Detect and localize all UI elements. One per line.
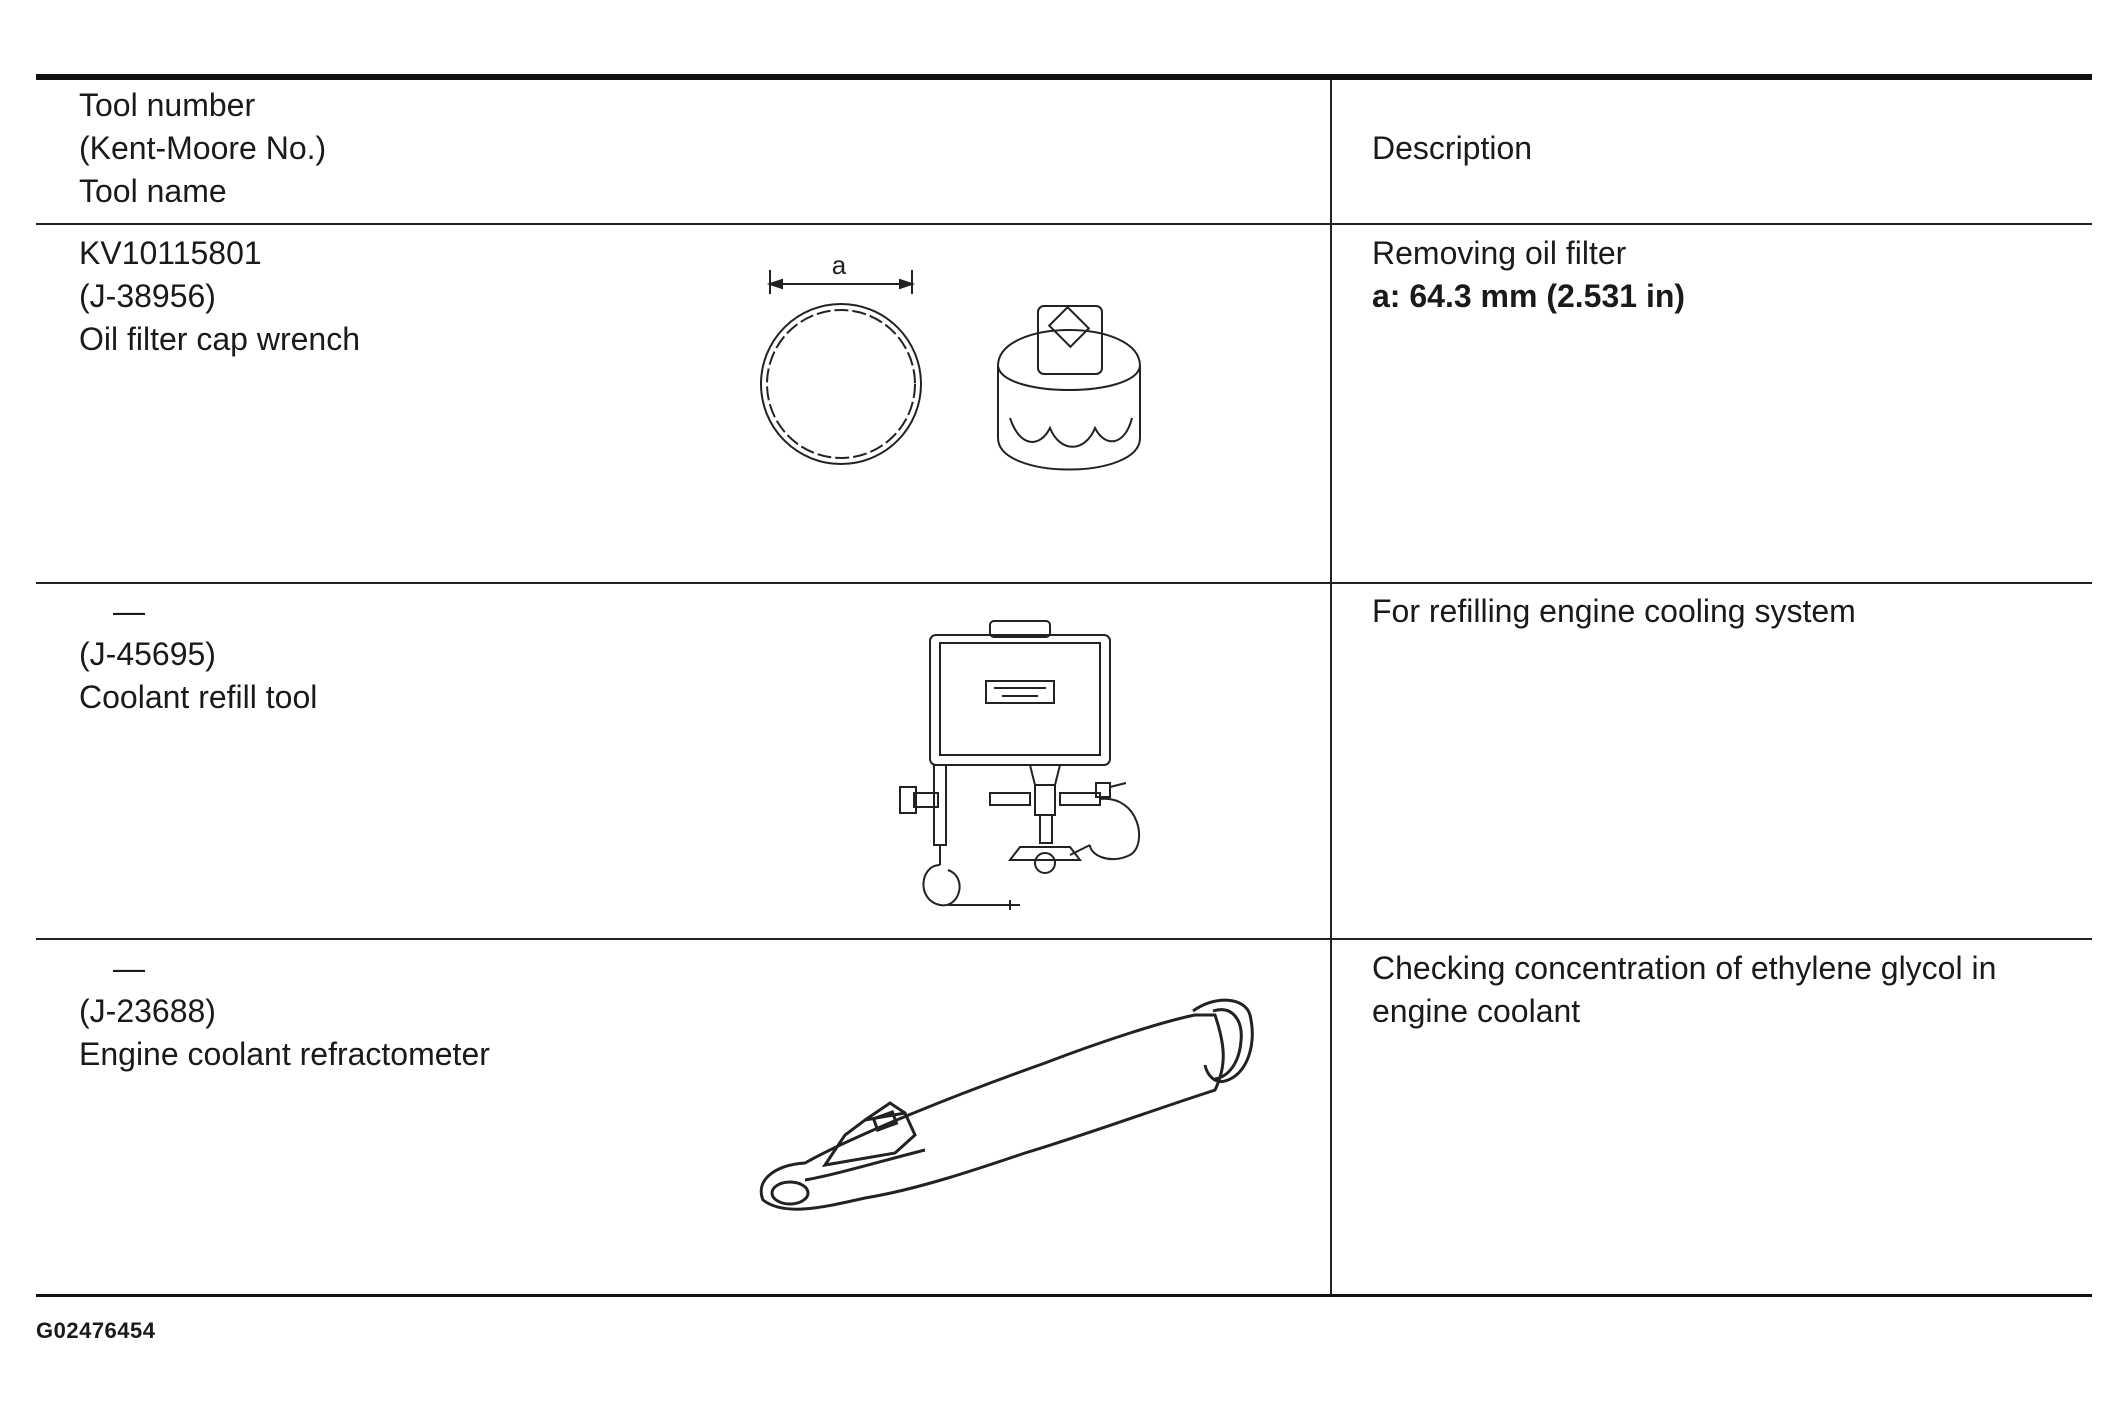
oil-filter-cap-wrench-illustration (740, 248, 1180, 488)
row-2-tool-name: Coolant refill tool (79, 679, 318, 715)
row-3-kent-moore: (J-23688) (79, 993, 216, 1029)
header-description: Description (1372, 130, 1533, 166)
row-1-tool-name: Oil filter cap wrench (79, 321, 360, 357)
row-divider-2 (36, 938, 2092, 940)
row-1-description (1372, 232, 1685, 318)
row-1-tool-info (79, 232, 360, 361)
header-kent-moore: (Kent-Moore No.) (79, 130, 327, 166)
coolant-refill-tool-illustration (890, 615, 1160, 915)
row-2-description (1372, 590, 1856, 633)
row-1-description-text: Removing oil filter (1372, 235, 1627, 271)
dimension-label-a: a (831, 250, 847, 280)
header-tool-column (79, 84, 326, 213)
row-3-tool-info (79, 947, 490, 1076)
table-top-rule (36, 74, 2092, 80)
figure-id: G02476454 (36, 1318, 156, 1343)
row-3-description (1372, 947, 1996, 1033)
row-divider-1 (36, 582, 2092, 584)
row-3-tool-number: — (113, 950, 145, 986)
row-1-kent-moore: (J-38956) (79, 278, 216, 314)
row-2-tool-number: — (113, 593, 145, 629)
column-divider (1330, 80, 1332, 1296)
row-1-dimension-spec: a: 64.3 mm (2.531 in) (1372, 278, 1686, 314)
row-3-tool-name: Engine coolant refractometer (79, 1036, 490, 1072)
row-3-description-text: Checking concentration of ethylene glycol in (1372, 950, 1997, 986)
table-bottom-rule (36, 1294, 2092, 1297)
refractometer-illustration (745, 985, 1265, 1245)
row-3-description-text-2: engine coolant (1372, 993, 1581, 1029)
row-2-description-text: For refilling engine cooling system (1372, 593, 1856, 629)
header-tool-name: Tool name (79, 173, 227, 209)
row-2-kent-moore: (J-45695) (79, 636, 216, 672)
row-1-tool-number: KV10115801 (79, 235, 262, 271)
header-tool-number: Tool number (79, 87, 256, 123)
row-2-tool-info (79, 590, 317, 719)
header-divider (36, 223, 2092, 225)
